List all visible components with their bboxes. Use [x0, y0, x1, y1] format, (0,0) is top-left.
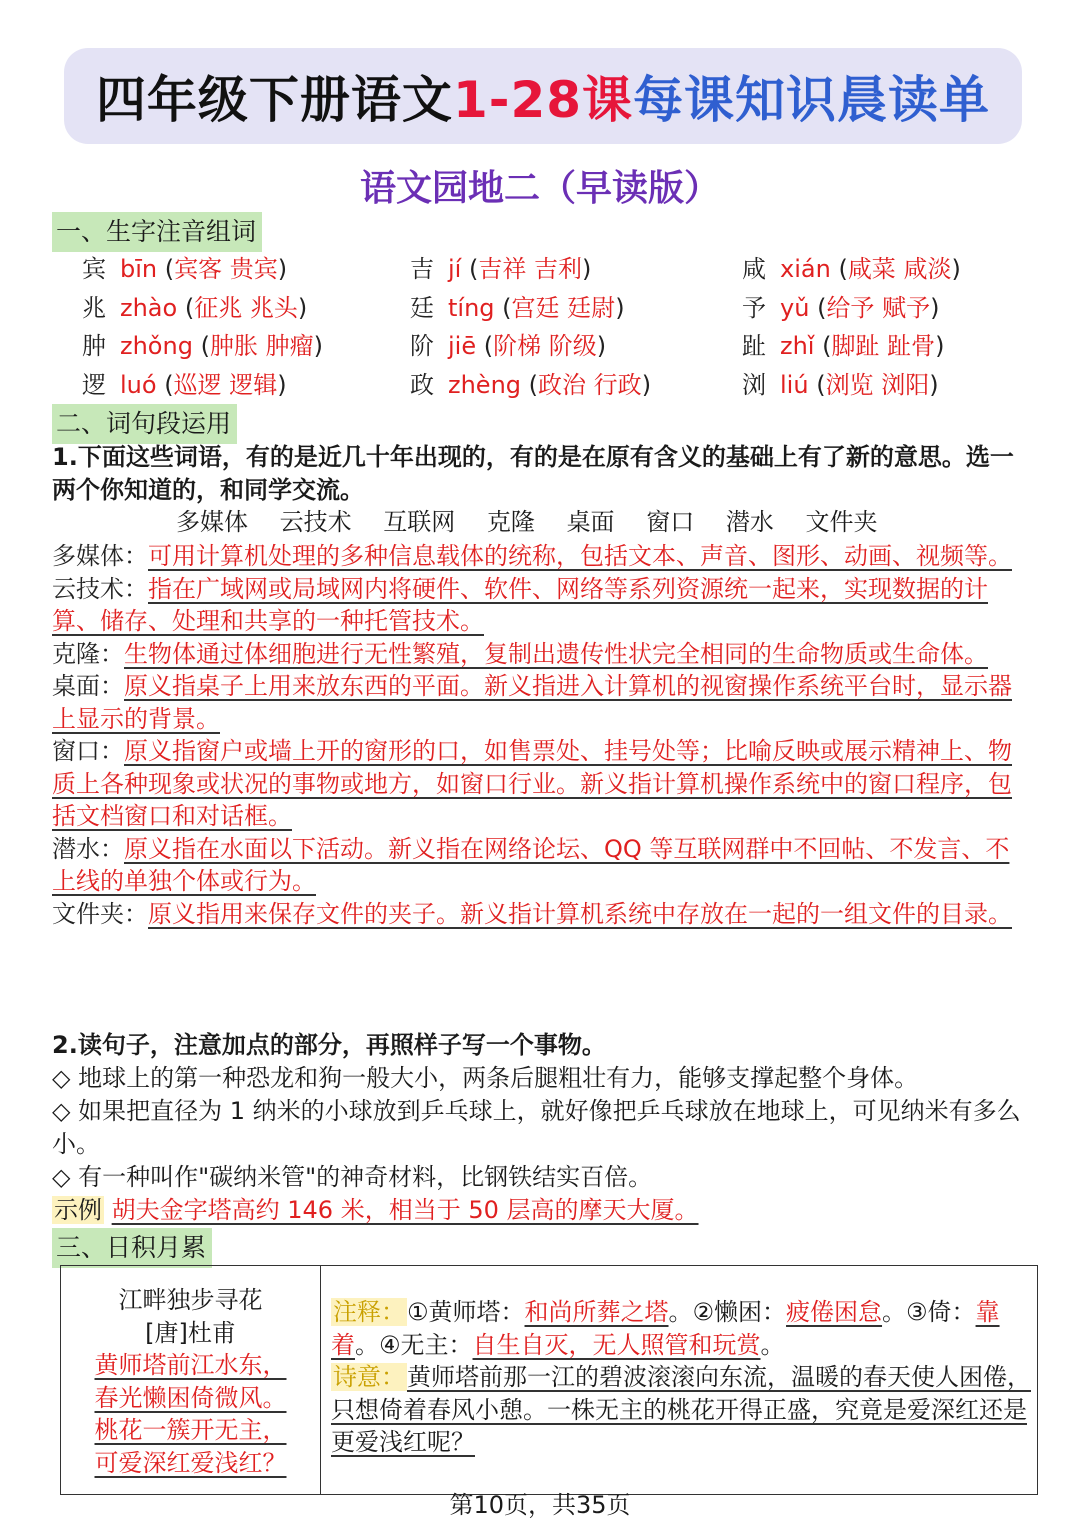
- definition-item: 克隆：生物体通过体细胞进行无性繁殖，复制出遗传性状完全相同的生命物质或生命体。: [52, 639, 988, 668]
- definition-item: 桌面：原义指桌子上用来放东西的平面。新义指进入计算机的视窗操作系统平台时，显示器上显示的背景。: [52, 672, 1012, 733]
- poem-author: [唐]杜甫: [145, 1318, 236, 1347]
- pinyin-cell: 肿 zhǒng (肿胀 肿瘤): [82, 332, 323, 360]
- title-part-2: 1-28课: [452, 71, 634, 129]
- pinyin-row: [82, 289, 1042, 328]
- pinyin-cell: 予 yǔ (给予 赋予): [742, 293, 940, 322]
- word-item: 桌面: [566, 508, 615, 536]
- example-answer: [52, 1194, 1032, 1227]
- example-label: 示例: [54, 1196, 102, 1224]
- definition-list: [52, 540, 1032, 930]
- pinyin-cell: 趾 zhǐ (脚趾 趾骨): [742, 332, 945, 360]
- meaning-text: 黄师塔前那一江的碧波滚滚向东流，温暖的春天使人困倦，只想倚着春风小憩。一株无主的桃花开得正盛，究竟是爱深红还是更爱浅红呢？: [331, 1363, 1031, 1456]
- pinyin-cell: 阶 jiē (阶梯 阶级): [410, 332, 607, 360]
- poem-text: [61, 1266, 321, 1494]
- pinyin-cell: 浏 liú (浏览 浏阳): [742, 370, 939, 399]
- word-item: 多媒体: [176, 508, 248, 536]
- pinyin-row: [82, 250, 1042, 289]
- word-item: 云技术: [279, 508, 352, 536]
- poem-notes: [331, 1296, 1031, 1459]
- example-sentences: [52, 1062, 1032, 1227]
- question-1-prompt: 1.下面这些词语，有的是近几十年出现的，有的是在原有含义的基础上有了新的意思。选一两个你知道的，和同学交流。: [52, 443, 1014, 504]
- definition-item: 潜水：原义指在水面以下活动。新义指在网络论坛、QQ 等互联网群中不回帖、不发言、不上线的单独个体或行为。: [52, 834, 1010, 895]
- pinyin-cell: 政 zhèng (政治 行政): [410, 370, 652, 399]
- definition-item: 窗口：原义指窗户或墙上开的窗形的口，如售票处、挂号处等；比喻反映或展示精神上、物质上各种现象或状况的事物或地方，如窗口行业。新义指计算机操作系统中的窗口程序，包括文档窗口和对话框。: [52, 737, 1012, 830]
- sentence-item: ◇ 有一种叫作"碳纳米管"的神奇材料，比钢铁结实百倍。: [52, 1163, 653, 1191]
- poem-line: 桃花一簇开无主，: [94, 1416, 287, 1444]
- word-item: 互联网: [383, 508, 456, 536]
- page-title-banner: [64, 48, 1022, 144]
- poem-line: 黄师塔前江水东，: [94, 1351, 287, 1379]
- pinyin-cell: 逻 luó (巡逻 逻辑): [82, 370, 287, 399]
- word-list: [176, 506, 901, 539]
- poem-meaning: [331, 1361, 1031, 1459]
- poem-title: 江畔独步寻花: [118, 1286, 263, 1314]
- poem-annotation: 注释：①黄师塔：和尚所葬之塔。②懒困：疲倦困怠。③倚：靠着。④无主：自生自灭，无人照管和玩赏。: [331, 1298, 1000, 1359]
- pinyin-cell: 廷 tíng (宫廷 廷尉): [410, 293, 625, 322]
- pinyin-row: [82, 327, 1042, 366]
- question-2-prompt: 2.读句子，注意加点的部分，再照样子写一个事物。: [52, 1031, 606, 1059]
- word-item: 克隆: [486, 508, 535, 536]
- pinyin-cell: 兆 zhào (征兆 兆头): [82, 293, 308, 322]
- word-item: 文件夹: [805, 508, 878, 536]
- poem-line: 可爱深红爱浅红？: [94, 1448, 287, 1477]
- section-heading-2: 二、词句段运用: [52, 404, 237, 444]
- poem-table: [60, 1265, 1038, 1495]
- section-heading-1: 一、生字注音组词: [52, 212, 262, 252]
- title-part-1: 四年级下册语文: [95, 71, 453, 129]
- word-item: 潜水: [725, 508, 774, 536]
- section-heading-3: 三、日积月累: [52, 1228, 212, 1268]
- pinyin-cell: 吉 jí (吉祥 吉利): [410, 255, 592, 283]
- word-item: 窗口: [646, 508, 695, 536]
- sentence-item: ◇ 如果把直径为 1 纳米的小球放到乒乓球上，就好像把乒乓球放在地球上，可见纳米有多么小。: [52, 1097, 1021, 1158]
- definition-item: 多媒体：可用计算机处理的多种信息载体的统称，包括文本、声音、图形、动画、视频等。: [52, 542, 1012, 570]
- pinyin-row: [82, 366, 1042, 405]
- definition-item: 云技术：指在广域网或局域网内将硬件、软件、网络等系列资源统一起来，实现数据的计算、储存、处理和共享的一种托管技术。: [52, 574, 988, 635]
- sentence-item: ◇ 地球上的第一种恐龙和狗一般大小，两条后腿粗壮有力，能够支撑起整个身体。: [52, 1064, 919, 1092]
- title-part-3: 每课知识晨读单: [633, 71, 991, 129]
- meaning-label: 诗意：: [333, 1363, 405, 1391]
- lesson-subtitle: 语文园地二（早读版）: [359, 168, 720, 209]
- definition-item: 文件夹：原义指用来保存文件的夹子。新义指计算机系统中存放在一起的一组文件的目录。: [52, 899, 1012, 928]
- page-number: 第10页，共35页: [449, 1491, 631, 1519]
- poem-line: 春光懒困倚微风。: [94, 1383, 287, 1412]
- example-text: 胡夫金字塔高约 146 米，相当于 50 层高的摩天大厦。: [111, 1196, 699, 1224]
- pinyin-cell: 咸 xián (咸菜 咸淡): [742, 255, 961, 283]
- pinyin-cell: 宾 bīn (宾客 贵宾): [82, 255, 288, 283]
- note-label: 注释：: [333, 1298, 405, 1326]
- pinyin-table: [82, 250, 1042, 404]
